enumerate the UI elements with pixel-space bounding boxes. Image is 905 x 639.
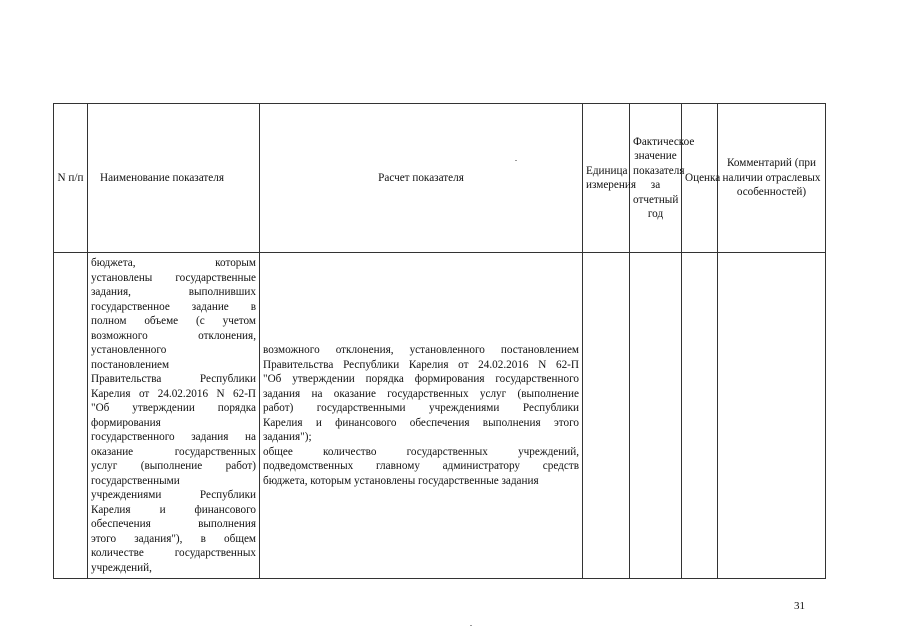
calculation-line: возможного отклонения, установленного постановлением <box>263 344 579 356</box>
indicator-name-line: установлены государственные <box>91 271 256 284</box>
header-calculation: Расчет показателя <box>260 104 583 253</box>
indicator-name-line: Карелия от 24.02.2016 N 62-П <box>91 387 256 400</box>
indicator-name-line: этого задания"), в общем <box>91 532 256 545</box>
indicator-name-line: Карелия и финансового <box>91 503 256 516</box>
indicator-name-line: установленного <box>91 344 167 356</box>
indicator-name-line: услуг (выполнение работ) <box>91 460 256 472</box>
cell-comment <box>718 253 826 579</box>
indicator-name-line: Правительства Республики <box>91 373 256 385</box>
indicator-name-line: постановлением <box>91 358 170 371</box>
indicator-name-line: полном объеме (с учетом <box>91 315 256 327</box>
indicator-name-line: учреждениями Республики <box>91 489 256 501</box>
scan-speck <box>470 625 472 626</box>
indicator-name-line: возможного отклонения, <box>91 329 256 342</box>
calculation-line: задания"); <box>263 431 312 443</box>
calculation-line: "Об утверждении порядка формирования государственного <box>263 373 579 385</box>
page-number: 31 <box>794 600 805 612</box>
calculation-line: общее количество государственных учреждений, <box>263 445 579 458</box>
indicator-name-line: государственное задание в <box>91 300 256 313</box>
header-unit: Единица измерения <box>583 104 630 253</box>
cell-unit <box>583 253 630 579</box>
calculation-line: Правительства Республики Карелия от 24.02.2016 N 62-П <box>263 358 579 371</box>
indicator-name-line: государственными <box>91 474 180 487</box>
indicator-name-line: формирования <box>91 416 161 429</box>
cell-calculation <box>260 253 583 579</box>
header-score: Оценка <box>682 104 718 253</box>
header-actual-value: Фактическое значение показателя за отчетный год <box>630 104 682 253</box>
header-comment: Комментарий (при наличии отраслевых особенностей) <box>718 104 826 253</box>
indicator-name-line: государственного задания на <box>91 431 256 443</box>
calculation-line: задания на оказание государственных услуг (выполнение <box>263 387 579 400</box>
indicator-name-line: количестве государственных <box>91 547 256 559</box>
table-header-row <box>54 104 826 253</box>
indicator-name-line: учреждений, <box>91 561 152 574</box>
indicator-name-line: обеспечения выполнения <box>91 518 256 530</box>
cell-score <box>682 253 718 579</box>
calculation-line: Карелия и финансового обеспечения выполнения этого <box>263 416 579 429</box>
cell-number <box>54 253 88 579</box>
indicator-name-line: бюджета, которым <box>91 257 256 269</box>
indicator-name-line: оказание государственных <box>91 445 256 458</box>
table-row <box>54 253 826 579</box>
calculation-line: бюджета, которым установлены государственные задания <box>263 474 539 487</box>
indicator-table <box>53 103 826 579</box>
calculation-line: работ) государственными учреждениями Республики <box>263 402 579 414</box>
header-number: N п/п <box>54 104 88 253</box>
calculation-line: подведомственных главному администратору средств <box>263 460 579 472</box>
cell-indicator-name <box>88 253 260 579</box>
indicator-name-line: "Об утверждении порядка <box>91 402 256 414</box>
header-indicator-name: Наименование показателя <box>88 104 260 253</box>
cell-actual-value <box>630 253 682 579</box>
indicator-name-line: задания, выполнивших <box>91 286 256 298</box>
scan-speck <box>515 160 517 161</box>
